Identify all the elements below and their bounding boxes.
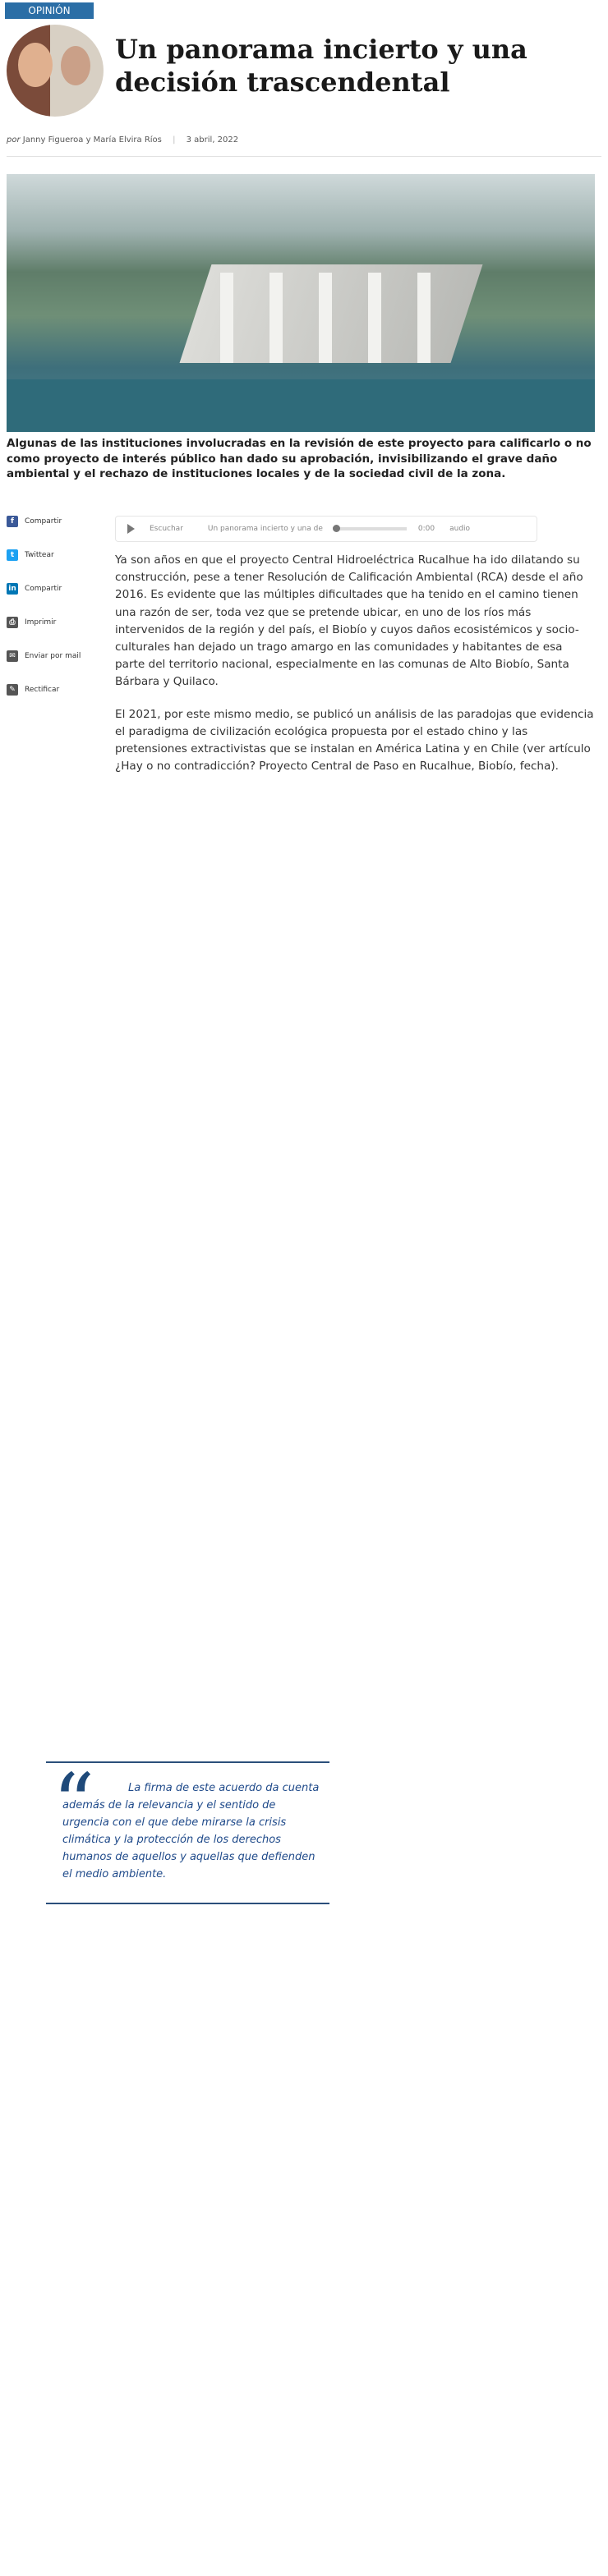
dam-pier bbox=[319, 273, 332, 363]
player-progress-bar[interactable] bbox=[333, 527, 407, 530]
player-label: Escuchar bbox=[150, 525, 183, 533]
byline-prefix: por bbox=[7, 135, 21, 145]
section-badge[interactable]: OPINIÓN bbox=[5, 2, 94, 19]
byline-date: 3 abril, 2022 bbox=[186, 135, 239, 145]
share-item[interactable] bbox=[7, 617, 97, 628]
facebook-icon[interactable]: f bbox=[7, 516, 18, 527]
share-item[interactable] bbox=[7, 516, 97, 527]
share-label[interactable]: Imprimir bbox=[25, 618, 57, 627]
author-face-2 bbox=[61, 46, 90, 85]
header-divider bbox=[7, 156, 601, 157]
dam-pier bbox=[368, 273, 381, 363]
player-time: 0:00 bbox=[417, 525, 435, 533]
pull-quote-text: La firma de este acuerdo da cuenta además de la relevancia y el sentido de urgencia con el que debe mirarse la crisis climática y la protección de los derechos humanos de aquellos y aquellas que defienden el medio ambiente. bbox=[62, 1782, 320, 1880]
pull-quote bbox=[46, 1756, 329, 1904]
article-body bbox=[115, 552, 594, 790]
share-item[interactable] bbox=[7, 650, 97, 662]
print-icon[interactable]: ⎙ bbox=[7, 617, 18, 628]
linkedin-icon[interactable]: in bbox=[7, 583, 18, 595]
share-item[interactable] bbox=[7, 684, 97, 696]
share-label[interactable]: Rectificar bbox=[25, 686, 60, 694]
river-water bbox=[7, 379, 595, 432]
twitter-icon[interactable]: t bbox=[7, 549, 18, 561]
byline bbox=[7, 135, 238, 145]
share-item[interactable] bbox=[7, 583, 97, 595]
rectify-icon[interactable]: ✎ bbox=[7, 684, 18, 696]
audio-player[interactable] bbox=[115, 516, 537, 542]
share-sidebar bbox=[7, 516, 97, 718]
dam-pier bbox=[269, 273, 283, 363]
paragraph: Ya son años en que el proyecto Central Hidroeléctrica Rucalhue ha ido dilatando su construcción, pese a tener Resolución de Calificación Ambiental (RCA) desde el año 2016. Es evidente que las múltiples dificultades que ha tenido en el camino tienen una razón de ser, toda vez que se pretende ubicar, en uno de los ríos más intervenidos de la región y del país, el Biobío y cuyos daños ecosistémicos y socio-culturales han dejado un trago amargo en las comunidades y habitantes de esa parte del territorio nacional, especialmente en las comunas de Alto Biobío, Santa Bárbara y Quilaco. bbox=[115, 553, 583, 689]
byline-separator: | bbox=[173, 135, 176, 145]
play-icon[interactable] bbox=[127, 524, 135, 534]
dam-pier bbox=[417, 273, 431, 363]
quote-mark-icon: “ bbox=[53, 1756, 95, 1852]
hero-caption: Algunas de las instituciones involucradas en la revisión de este proyecto para calificarlo o no como proyecto de interés público han dado su aprobación, invisibilizando el grave daño ambiental y el rechazo de instituciones locales y de la sociedad civil de la zona. bbox=[7, 437, 592, 480]
share-label[interactable]: Twittear bbox=[25, 551, 54, 559]
author-face-1 bbox=[18, 43, 53, 87]
dam-pier bbox=[220, 273, 233, 363]
mail-icon[interactable]: ✉ bbox=[7, 650, 18, 662]
paragraph: El 2021, por este mismo medio, se publicó un análisis de las paradojas que evidencia el paradigma de civilización ecológica propuesta por el estado chino y las pretensiones extractivistas que se instalan en América Latina y en Chile (ver artículo ¿Hay o no contradicción? Proyecto Central de Paso en Rucalhue, Biobío, fecha). bbox=[115, 707, 594, 774]
share-label[interactable]: Compartir bbox=[25, 517, 62, 526]
share-label[interactable]: Compartir bbox=[25, 585, 62, 593]
hero-image bbox=[7, 174, 595, 432]
share-label[interactable]: Enviar por mail bbox=[25, 652, 81, 660]
share-item[interactable] bbox=[7, 549, 97, 561]
player-track-title: Un panorama incierto y una de bbox=[207, 525, 323, 533]
authors-avatar bbox=[7, 25, 104, 117]
player-sub-label: audio bbox=[449, 525, 471, 533]
byline-authors[interactable]: Janny Figueroa y María Elvira Ríos bbox=[22, 135, 162, 145]
article-title: Un panorama incierto y una decisión trascendental bbox=[115, 34, 527, 98]
